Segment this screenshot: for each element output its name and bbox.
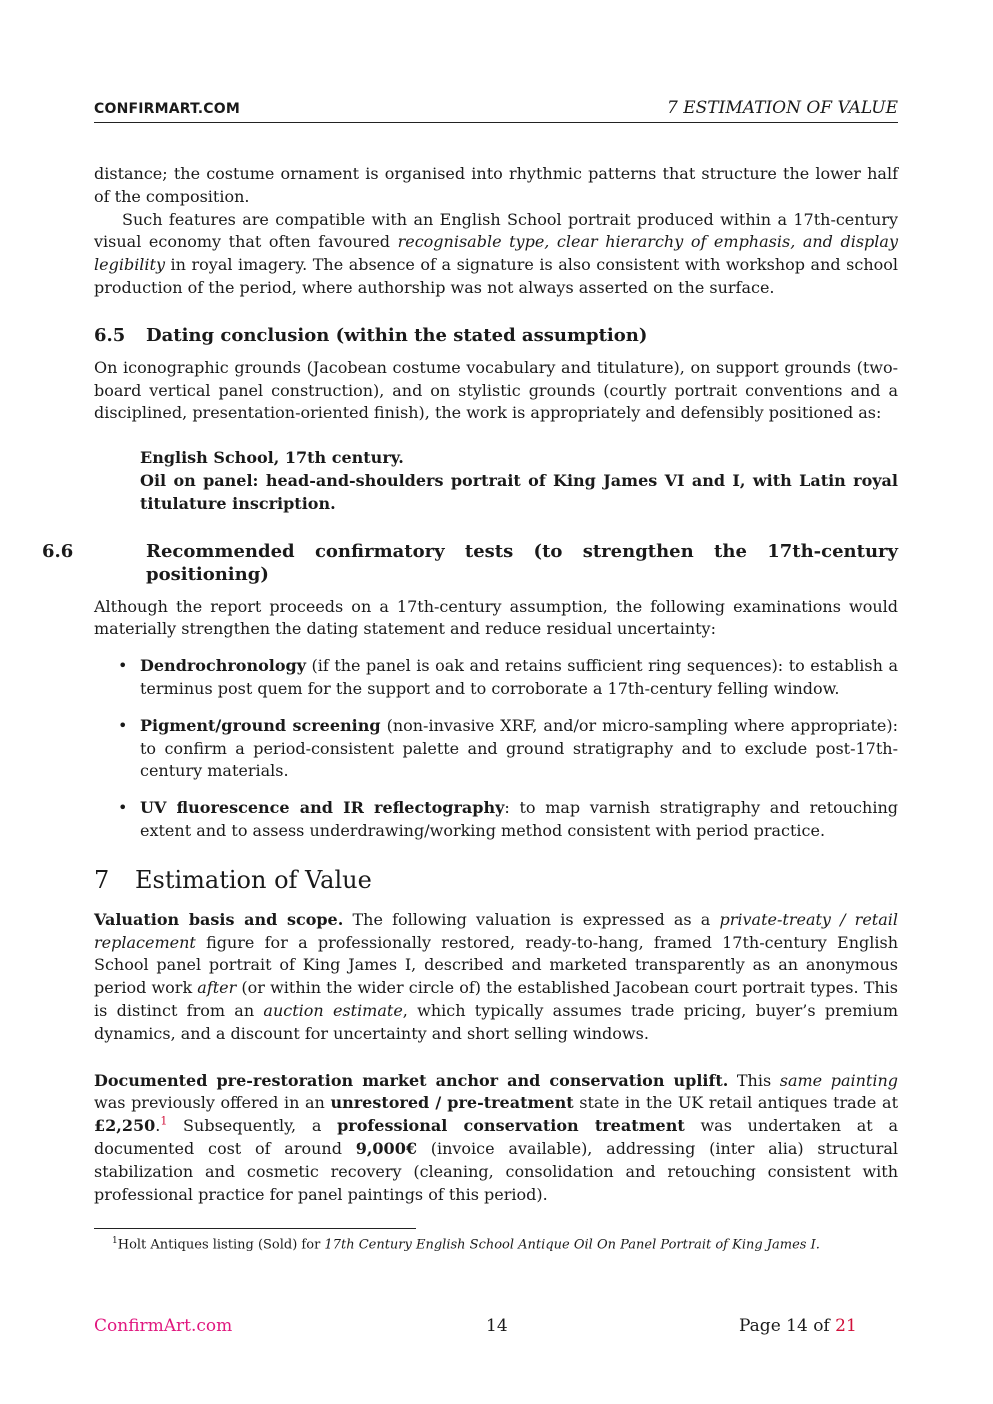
intro-paragraph-1: distance; the costume ornament is organised into rhythmic patterns that structure the lower half of the composition. <box>94 164 898 206</box>
valuation-basis-paragraph: Valuation basis and scope. The following valuation is expressed as a private-treaty / retail replacement figure for a professionally restored, ready-to-hang, framed 17th-century English School panel portrait of King James I, described and marketed transparently as an anonymous period work after (or within the wider circle of) the established Jacobean court portrait types. This is distinct from an auction estimate, which typically assumes trade pricing, buyer’s premium dynamics, and a discount for uncertainty and short selling windows. <box>94 909 898 1043</box>
footer-page-count: Page 14 of 21 <box>739 1316 857 1336</box>
running-title: 7 ESTIMATION OF VALUE <box>667 98 898 118</box>
list-item: • Pigment/ground screening (non-invasive XRF, and/or micro-sampling where appropriate): to confirm a period-consistent palette and ground stratigraphy and to exclude post-17th-century materials. <box>118 715 899 781</box>
section-title: Recommended confirmatory tests (to strengthen the 17th-century positioning) <box>146 540 898 585</box>
section-6-5-heading <box>94 324 898 347</box>
list-item: • UV fluorescence and IR reflectography: to map varnish stratigraphy and retouching extent and to assess underdrawing/working method consistent with period practice. <box>118 798 898 840</box>
section-number: 6.5 <box>94 324 126 346</box>
bullet: • <box>118 715 128 735</box>
body-text <box>42 163 899 1206</box>
confirmatory-tests-list <box>94 655 898 843</box>
section-title: Estimation of Value <box>135 865 372 894</box>
section-number: 7 <box>94 865 110 894</box>
footnote-divider <box>94 1228 416 1229</box>
section-7-heading <box>94 865 898 895</box>
intro-paragraph-2: Such features are compatible with an English School portrait produced within a 17th-century visual economy that often favoured recognisable type, clear hierarchy of emphasis, and display legibility in royal imagery. The absence of a signature is also consistent with workshop and school production of the period, where authorship was not always asserted on the surface. <box>94 209 898 297</box>
market-anchor-paragraph: Documented pre-restoration market anchor and conservation uplift. This same painting was previously offered in an unrestored / pre-treatment state in the UK retail antiques trade at £2,250.$^1$ Subsequently, a professional conservation treatment was undertaken at a documented cost of around 9,000€ (invoice available), addressing (inter alia) structural stabilization and cosmetic recovery (cleaning, consolidation and retouching consistent with professional practice for panel paintings of this period). <box>94 1070 899 1204</box>
total-pages-link[interactable]: 21 <box>835 1316 857 1336</box>
dating-conclusion-text: On iconographic grounds (Jacobean costume vocabulary and titulature), on support grounds (two-board vertical panel construction), and on stylistic grounds (courtly portrait conventions and a disciplined, presentation-oriented finish), the work is appropriately and defensibly positioned as: <box>94 357 898 423</box>
section-title: Dating conclusion (within the stated assumption) <box>146 324 648 346</box>
confirmart-logo: CONFIRMART.COM <box>94 101 241 117</box>
section-6-6-heading <box>42 540 898 586</box>
footer-page-number: 14 <box>486 1316 508 1336</box>
tests-intro-text: Although the report proceeds on a 17th-century assumption, the following examinations would materially strengthen the dating statement and reduce residual uncertainty: <box>94 596 898 639</box>
dating-statement-quote: English School, 17th century. Oil on panel: head-and-shoulders portrait of King James VI and I, with Latin royal titulature inscription. <box>140 448 898 513</box>
list-item: • Dendrochronology (if the panel is oak and retains sufficient ring sequences): to establish a terminus post quem for the support and to corroborate a 17th-century felling window. <box>118 656 898 698</box>
running-header <box>94 98 898 123</box>
footer-site-link[interactable]: ConfirmArt.com <box>94 1316 233 1336</box>
footnote: $^1$Holt Antiques listing (Sold) for 17th Century English School Antique Oil On Panel Portrait of King James I. <box>112 1236 820 1253</box>
bullet: • <box>118 656 128 676</box>
footnote-link[interactable]: 1 <box>160 1114 168 1128</box>
section-number: 6.6 <box>42 540 74 562</box>
bullet: • <box>118 798 128 818</box>
footnote-mark: 1 <box>112 1236 118 1246</box>
